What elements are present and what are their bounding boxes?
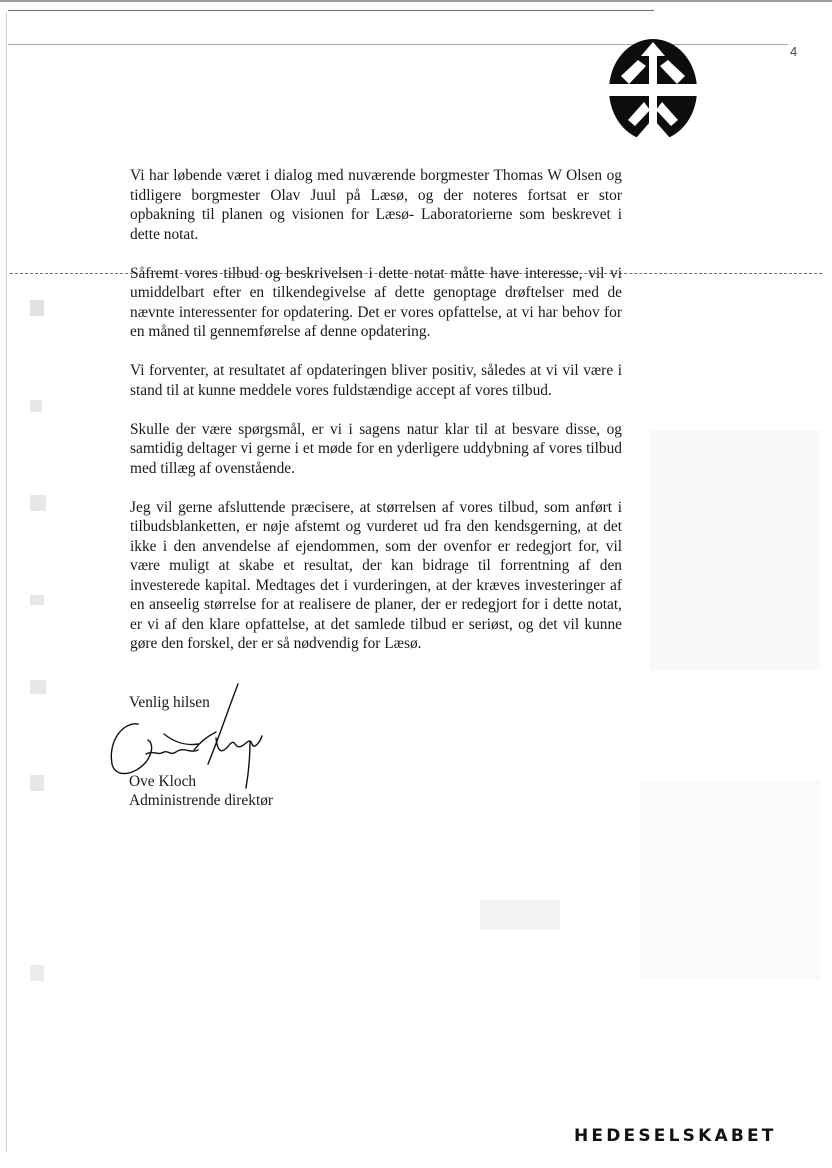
letter-paragraph: Jeg vil gerne afsluttende præcisere, at størrelsen af vores tilbud, som anført i tilbudsblanketten, er nøje afstemt og vurderet ud fra den kendsgerning, at det ikke i den anvendelse af ejendommen, som der ovenfor er redegjort for, vil være muligt at skabe et resultat, der kan bidrage til forrentning af den investerede kapital. Medtages det i vurderingen, at der kræves investeringer af en anseelig størrelse for at realisere de planer, der er redegjort for i dette notat, er vi af den klare opfattelse, at det samlede tilbud er seriøst, og det vil kunne gøre den forskel, der er så nødvendig for Læsø.: [130, 498, 622, 652]
letter-paragraph: Vi forventer, at resultatet af opdateringen bliver positiv, således at vi vil være i stand til at kunne meddele vores fuldstændige accept af vores tilbud.: [130, 362, 622, 399]
page-number: 4: [790, 44, 798, 59]
footer-brand: HEDESELSKABET: [574, 1126, 777, 1146]
page-top-edge: [0, 0, 832, 2]
signer-title: Administrende direktør: [129, 792, 274, 809]
page-left-edge: [6, 12, 7, 1152]
header-rule: [8, 10, 654, 11]
signer-name: Ove Kloch: [129, 773, 197, 790]
letter-paragraph: Såfremt vores tilbud og beskrivelsen i dette notat måtte have interesse, vil vi umiddelbart efter en tilkendegivelse af dette genoptage drøftelser med de nævnte interessenter for opdatering. Det er vores opfattelse, at vi har behov for en måned til gennemførelse af denne opdatering.: [130, 264, 622, 340]
letter-closing: Venlig hilsen: [129, 694, 210, 711]
letter-paragraph: Vi har løbende været i dialog med nuværende borgmester Thomas W Olsen og tidligere borgmester Olav Juul på Læsø, og der noteres fortsat er stor opbakning til planen og visionen for Læsø- Laboratorierne som beskrevet i dette notat.: [130, 167, 622, 243]
hedeselskabet-logo-icon: [608, 38, 698, 142]
letter-paragraph: Skulle der være spørgsmål, er vi i sagens natur klar til at besvare disse, og samtidig deltager vi gerne i et møde for en yderligere uddybning af vores tilbud med tillæg af ovenstående.: [130, 420, 622, 477]
letter-body: [130, 166, 622, 673]
